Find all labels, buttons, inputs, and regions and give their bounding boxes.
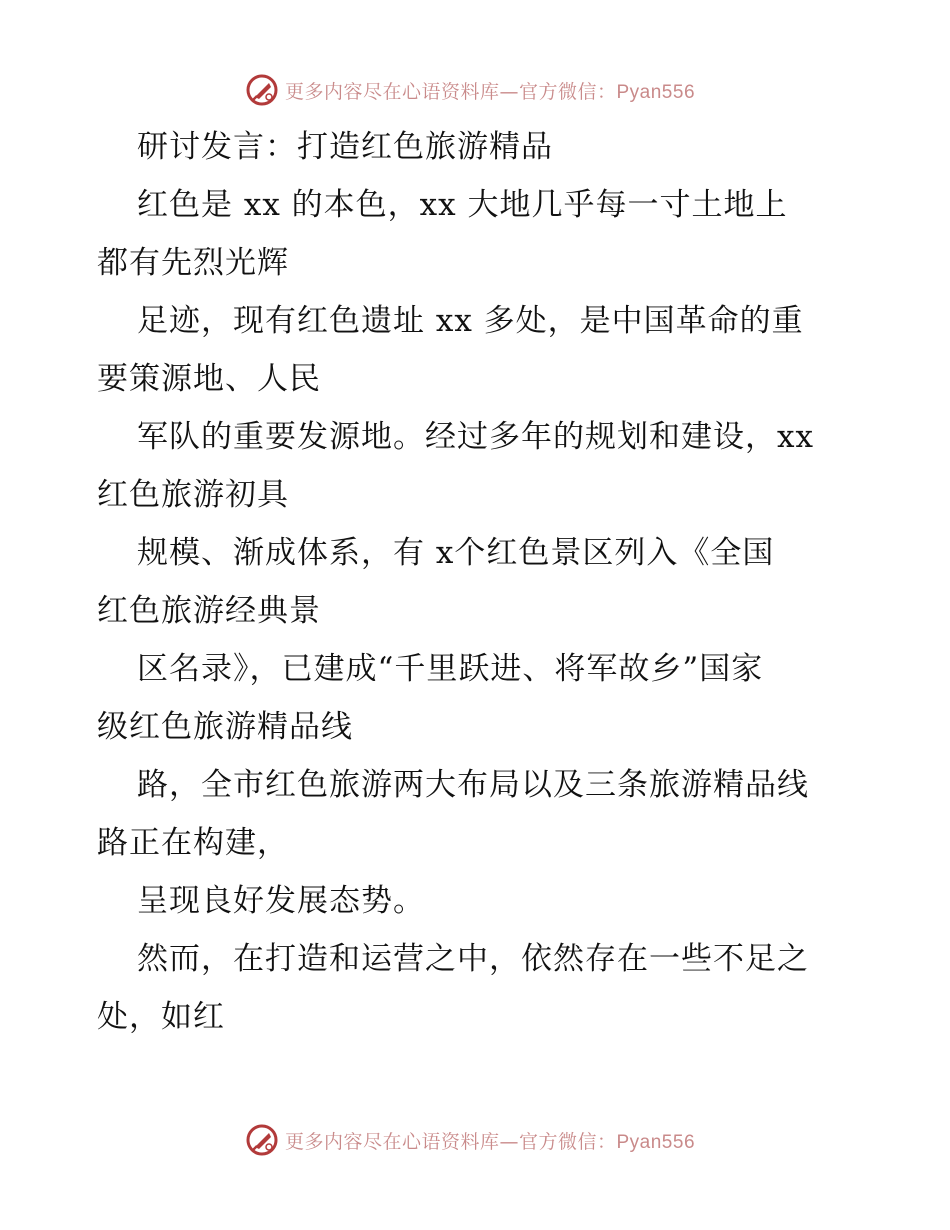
paragraph-line: 然而，在打造和运营之中，依然存在一些不足之 <box>137 941 809 977</box>
document-body <box>97 118 857 1046</box>
footer-banner-wechat: Pyan556 <box>616 1131 696 1153</box>
quill-pen-logo-icon <box>245 73 279 107</box>
footer-banner-text <box>285 1127 695 1154</box>
paragraph-line: 路正在构建， <box>97 825 289 861</box>
paragraph-line: 军队的重要发源地。经过多年的规划和建设，xx <box>137 419 814 455</box>
paragraph-line: 级红色旅游精品线 <box>97 709 353 745</box>
paragraph-line: 红色是 xx 的本色，xx 大地几乎每一寸土地上 <box>137 187 788 223</box>
paragraph-line: 要策源地、人民 <box>97 361 321 397</box>
paragraph-line: 足迹，现有红色遗址 xx 多处，是中国革命的重 <box>137 303 804 339</box>
paragraph-line: 路，全市红色旅游两大布局以及三条旅游精品线 <box>137 767 809 803</box>
paragraph-line: 都有先烈光辉 <box>97 245 289 281</box>
header-banner-inner <box>245 73 695 107</box>
header-banner-wechat: Pyan556 <box>616 81 696 103</box>
header-banner-text <box>285 77 695 104</box>
paragraph-line: 区名录》，已建成“千里跃进、将军故乡”国家 <box>137 651 764 687</box>
paragraph-line: 处，如红 <box>97 999 225 1035</box>
footer-banner <box>0 1120 950 1160</box>
header-banner-label: 更多内容尽在心语资料库—官方微信： <box>284 80 617 103</box>
paragraph-line: 规模、渐成体系，有 x个红色景区列入《全国 <box>137 535 775 571</box>
paragraph-line: 红色旅游经典景 <box>97 593 321 629</box>
header-banner <box>0 70 950 110</box>
quill-pen-logo-icon <box>245 1123 279 1157</box>
footer-banner-label: 更多内容尽在心语资料库—官方微信： <box>284 1130 617 1153</box>
document-title: 研讨发言：打造红色旅游精品 <box>137 129 553 165</box>
paragraph-line: 红色旅游初具 <box>97 477 289 513</box>
paragraph-line: 呈现良好发展态势。 <box>137 883 425 919</box>
footer-banner-inner <box>245 1123 695 1157</box>
